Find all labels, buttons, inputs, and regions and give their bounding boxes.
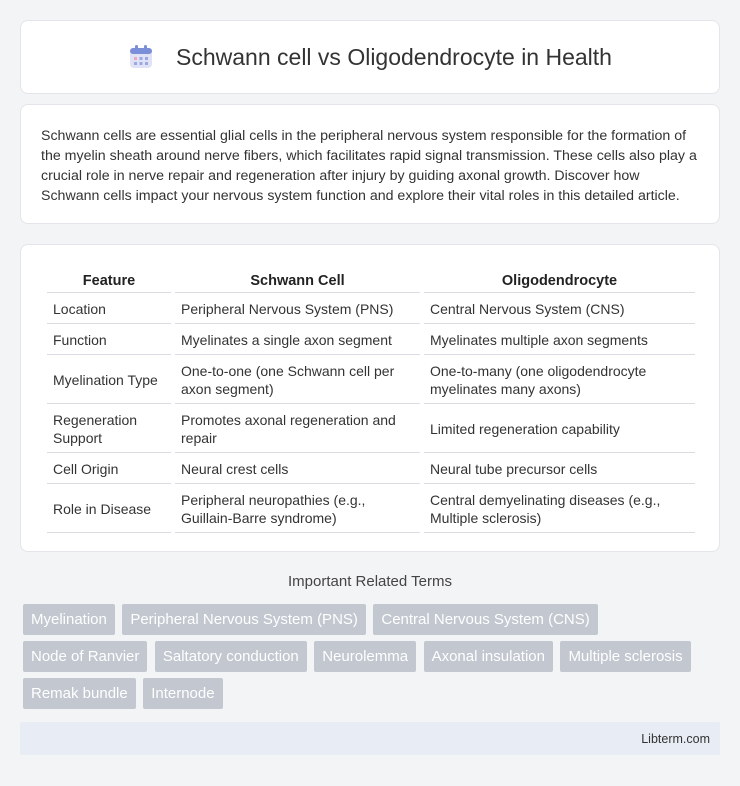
table-row — [47, 455, 695, 484]
table-cell: Myelination Type — [47, 357, 171, 404]
table-row — [47, 406, 695, 453]
intro-text: Schwann cells are essential glial cells in the peripheral nervous system responsible for the formation of the myelin sheath around nerve fibers, which facilitates rapid signal transmission. These cells also play a crucial role in nerve repair and regeneration after injury by guiding axonal growth. Discover how Schwann cells impact your nervous system function and explore their vital roles in this detailed article. — [41, 128, 697, 204]
header-card — [20, 20, 720, 94]
table-cell: Central Nervous System (CNS) — [424, 295, 695, 324]
tag-remak-bundle[interactable]: Remak bundle — [23, 678, 136, 709]
tag-internode[interactable]: Internode — [143, 678, 222, 709]
tag-pns[interactable]: Peripheral Nervous System (PNS) — [122, 604, 366, 635]
table-cell: Function — [47, 326, 171, 355]
footer — [20, 722, 720, 755]
table-cell: Central demyelinating diseases (e.g., Multiple sclerosis) — [424, 486, 695, 533]
table-cell: Myelinates multiple axon segments — [424, 326, 695, 355]
comparison-card — [20, 244, 720, 552]
table-row — [47, 357, 695, 404]
table-cell: Promotes axonal regeneration and repair — [175, 406, 420, 453]
tag-node-of-ranvier[interactable]: Node of Ranvier — [23, 641, 147, 672]
intro-card — [20, 104, 720, 224]
table-cell: Neural crest cells — [175, 455, 420, 484]
table-cell: One-to-many (one oligodendrocyte myelinates many axons) — [424, 357, 695, 404]
calendar-icon — [128, 44, 154, 70]
table-cell: Role in Disease — [47, 486, 171, 533]
tag-myelination[interactable]: Myelination — [23, 604, 115, 635]
table-row — [47, 486, 695, 533]
tag-axonal-insulation[interactable]: Axonal insulation — [424, 641, 553, 672]
footer-site-link[interactable]: Libterm.com — [641, 732, 710, 746]
tag-neurolemma[interactable]: Neurolemma — [314, 641, 416, 672]
tag-saltatory-conduction[interactable]: Saltatory conduction — [155, 641, 307, 672]
table-cell: One-to-one (one Schwann cell per axon segment) — [175, 357, 420, 404]
tag-multiple-sclerosis[interactable]: Multiple sclerosis — [560, 641, 690, 672]
related-terms-title: Important Related Terms — [288, 573, 452, 590]
table-cell: Myelinates a single axon segment — [175, 326, 420, 355]
page-title: Schwann cell vs Oligodendrocyte in Health — [176, 43, 612, 70]
table-cell: Peripheral neuropathies (e.g., Guillain-Barre syndrome) — [175, 486, 420, 533]
tag-cns[interactable]: Central Nervous System (CNS) — [373, 604, 597, 635]
table-cell: Location — [47, 295, 171, 324]
table-row — [47, 295, 695, 324]
table-cell: Neural tube precursor cells — [424, 455, 695, 484]
table-cell: Cell Origin — [47, 455, 171, 484]
column-header: Oligodendrocyte — [424, 267, 695, 293]
column-header: Feature — [47, 267, 171, 293]
related-terms-list — [23, 604, 713, 715]
comparison-table — [43, 265, 699, 535]
table-cell: Peripheral Nervous System (PNS) — [175, 295, 420, 324]
table-row — [47, 326, 695, 355]
table-cell: Regeneration Support — [47, 406, 171, 453]
table-cell: Limited regeneration capability — [424, 406, 695, 453]
table-header-row — [47, 267, 695, 293]
column-header: Schwann Cell — [175, 267, 420, 293]
